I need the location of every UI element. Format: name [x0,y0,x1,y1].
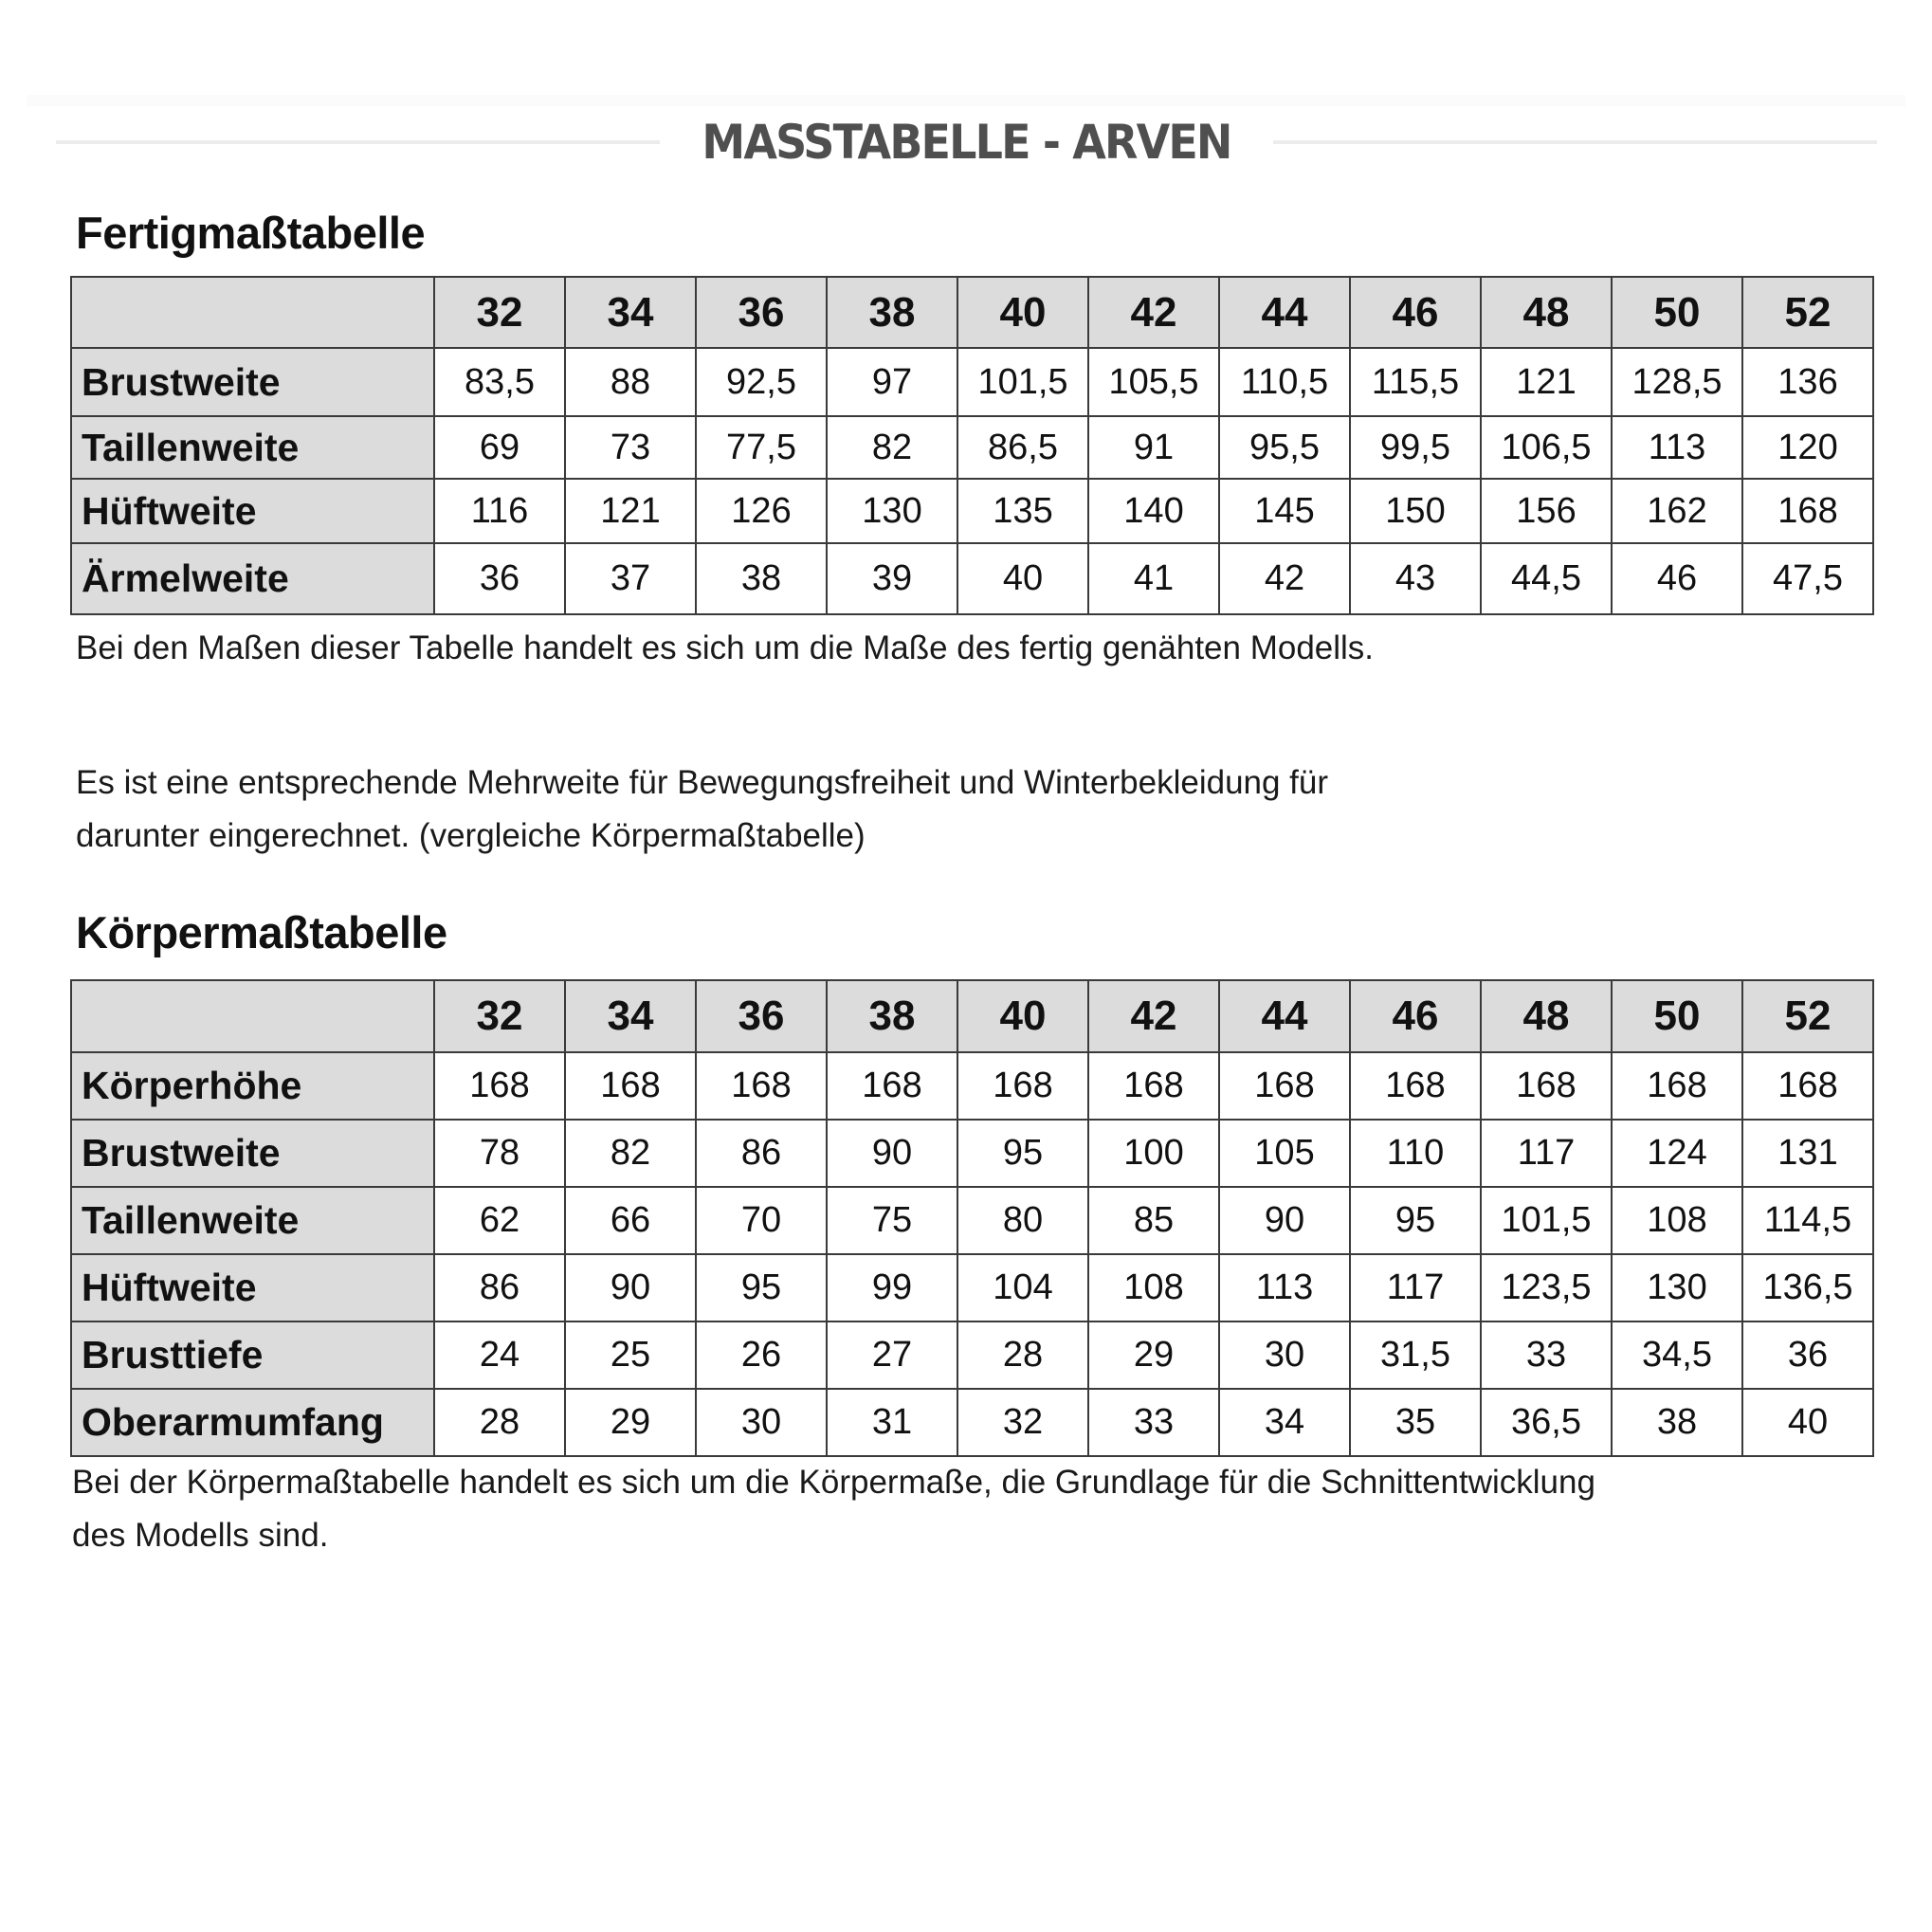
title-rule-left [56,140,660,144]
value-cell: 113 [1612,416,1742,479]
value-cell: 31 [827,1389,957,1456]
value-cell: 117 [1481,1120,1612,1187]
size-header-cell: 34 [565,277,696,348]
top-bar [27,95,1905,106]
value-cell: 168 [1742,479,1873,543]
value-cell: 88 [565,348,696,416]
value-cell: 168 [1481,1052,1612,1120]
value-cell: 33 [1481,1321,1612,1389]
value-cell: 92,5 [696,348,827,416]
value-cell: 136 [1742,348,1873,416]
value-cell: 162 [1612,479,1742,543]
value-cell: 108 [1612,1187,1742,1254]
value-cell: 73 [565,416,696,479]
finished-measurements-table [70,276,1874,615]
value-cell: 44,5 [1481,543,1612,614]
value-cell: 130 [827,479,957,543]
value-cell: 27 [827,1321,957,1389]
value-cell: 126 [696,479,827,543]
size-header-cell: 40 [957,277,1088,348]
value-cell: 135 [957,479,1088,543]
value-cell: 95 [957,1120,1088,1187]
value-cell: 28 [957,1321,1088,1389]
value-cell: 168 [957,1052,1088,1120]
value-cell: 26 [696,1321,827,1389]
value-cell: 114,5 [1742,1187,1873,1254]
value-cell: 83,5 [434,348,565,416]
value-cell: 168 [827,1052,957,1120]
value-cell: 95 [1350,1187,1481,1254]
value-cell: 115,5 [1350,348,1481,416]
value-cell: 75 [827,1187,957,1254]
table-row [71,1321,1873,1389]
value-cell: 168 [1742,1052,1873,1120]
row-label: Taillenweite [71,416,434,479]
row-label: Brusttiefe [71,1321,434,1389]
value-cell: 116 [434,479,565,543]
value-cell: 150 [1350,479,1481,543]
value-cell: 95,5 [1219,416,1350,479]
value-cell: 110 [1350,1120,1481,1187]
row-label: Hüftweite [71,1254,434,1321]
size-header-row [71,980,1873,1052]
size-header-cell: 36 [696,277,827,348]
corner-cell [71,980,434,1052]
value-cell: 145 [1219,479,1350,543]
value-cell: 168 [1219,1052,1350,1120]
finished-table-note: Bei den Maßen dieser Tabelle handelt es sich um die Maße des fertig genähten Modells. [76,629,1375,666]
value-cell: 40 [957,543,1088,614]
ease-note-line-1: Es ist eine entsprechende Mehrweite für Bewegungsfreiheit und Winterbekleidung für [76,764,1329,801]
value-cell: 86,5 [957,416,1088,479]
value-cell: 80 [957,1187,1088,1254]
value-cell: 120 [1742,416,1873,479]
value-cell: 168 [565,1052,696,1120]
value-cell: 24 [434,1321,565,1389]
value-cell: 117 [1350,1254,1481,1321]
value-cell: 77,5 [696,416,827,479]
value-cell: 82 [565,1120,696,1187]
size-header-cell: 42 [1088,277,1219,348]
value-cell: 90 [565,1254,696,1321]
size-header-cell: 32 [434,980,565,1052]
value-cell: 28 [434,1389,565,1456]
row-label: Brustweite [71,348,434,416]
table-row [71,479,1873,543]
body-table-note-line-2: des Modells sind. [72,1517,329,1554]
value-cell: 99,5 [1350,416,1481,479]
body-table-title: Körpermaßtabelle [76,907,447,957]
value-cell: 43 [1350,543,1481,614]
value-cell: 36 [1742,1321,1873,1389]
value-cell: 82 [827,416,957,479]
value-cell: 90 [827,1120,957,1187]
value-cell: 121 [1481,348,1612,416]
value-cell: 101,5 [957,348,1088,416]
value-cell: 140 [1088,479,1219,543]
value-cell: 36,5 [1481,1389,1612,1456]
finished-table-title: Fertigmaßtabelle [76,208,426,258]
value-cell: 40 [1742,1389,1873,1456]
value-cell: 123,5 [1481,1254,1612,1321]
value-cell: 128,5 [1612,348,1742,416]
value-cell: 29 [565,1389,696,1456]
value-cell: 168 [1088,1052,1219,1120]
value-cell: 168 [1612,1052,1742,1120]
value-cell: 62 [434,1187,565,1254]
value-cell: 69 [434,416,565,479]
value-cell: 29 [1088,1321,1219,1389]
value-cell: 33 [1088,1389,1219,1456]
row-label: Brustweite [71,1120,434,1187]
value-cell: 95 [696,1254,827,1321]
value-cell: 100 [1088,1120,1219,1187]
value-cell: 35 [1350,1389,1481,1456]
ease-note-line-2: darunter eingerechnet. (vergleiche Körpermaßtabelle) [76,817,866,854]
value-cell: 47,5 [1742,543,1873,614]
value-cell: 78 [434,1120,565,1187]
size-header-cell: 38 [827,277,957,348]
value-cell: 101,5 [1481,1187,1612,1254]
body-table-note-line-1: Bei der Körpermaßtabelle handelt es sich um die Körpermaße, die Grundlage für die Schnittentwicklung [72,1464,1595,1501]
table-row [71,1187,1873,1254]
table-row [71,543,1873,614]
value-cell: 30 [1219,1321,1350,1389]
size-header-cell: 40 [957,980,1088,1052]
value-cell: 105 [1219,1120,1350,1187]
value-cell: 168 [696,1052,827,1120]
value-cell: 34,5 [1612,1321,1742,1389]
size-header-cell: 52 [1742,980,1873,1052]
value-cell: 91 [1088,416,1219,479]
value-cell: 131 [1742,1120,1873,1187]
row-label: Ärmelweite [71,543,434,614]
value-cell: 97 [827,348,957,416]
value-cell: 25 [565,1321,696,1389]
size-header-cell: 50 [1612,980,1742,1052]
value-cell: 41 [1088,543,1219,614]
value-cell: 37 [565,543,696,614]
value-cell: 38 [696,543,827,614]
corner-cell [71,277,434,348]
value-cell: 168 [434,1052,565,1120]
value-cell: 130 [1612,1254,1742,1321]
value-cell: 105,5 [1088,348,1219,416]
value-cell: 32 [957,1389,1088,1456]
size-header-cell: 44 [1219,277,1350,348]
size-header-cell: 36 [696,980,827,1052]
value-cell: 38 [1612,1389,1742,1456]
value-cell: 66 [565,1187,696,1254]
size-header-cell: 44 [1219,980,1350,1052]
value-cell: 99 [827,1254,957,1321]
value-cell: 46 [1612,543,1742,614]
size-header-cell: 38 [827,980,957,1052]
value-cell: 156 [1481,479,1612,543]
value-cell: 34 [1219,1389,1350,1456]
size-header-cell: 48 [1481,277,1612,348]
value-cell: 42 [1219,543,1350,614]
value-cell: 39 [827,543,957,614]
row-label: Körperhöhe [71,1052,434,1120]
size-header-cell: 50 [1612,277,1742,348]
size-header-cell: 52 [1742,277,1873,348]
table-row [71,1389,1873,1456]
size-header-cell: 32 [434,277,565,348]
size-header-cell: 34 [565,980,696,1052]
row-label: Oberarmumfang [71,1389,434,1456]
row-label: Taillenweite [71,1187,434,1254]
size-header-cell: 46 [1350,980,1481,1052]
value-cell: 168 [1350,1052,1481,1120]
value-cell: 136,5 [1742,1254,1873,1321]
value-cell: 108 [1088,1254,1219,1321]
size-header-cell: 42 [1088,980,1219,1052]
value-cell: 106,5 [1481,416,1612,479]
table-row [71,1254,1873,1321]
title-rule-right [1273,140,1877,144]
page-title: MASSTABELLE - ARVEN [702,115,1231,170]
size-header-cell: 48 [1481,980,1612,1052]
value-cell: 124 [1612,1120,1742,1187]
value-cell: 31,5 [1350,1321,1481,1389]
value-cell: 70 [696,1187,827,1254]
value-cell: 36 [434,543,565,614]
value-cell: 30 [696,1389,827,1456]
size-header-row [71,277,1873,348]
table-row [71,1120,1873,1187]
value-cell: 110,5 [1219,348,1350,416]
value-cell: 86 [696,1120,827,1187]
table-row [71,416,1873,479]
size-header-cell: 46 [1350,277,1481,348]
table-row [71,348,1873,416]
value-cell: 86 [434,1254,565,1321]
value-cell: 85 [1088,1187,1219,1254]
table-row [71,1052,1873,1120]
value-cell: 104 [957,1254,1088,1321]
row-label: Hüftweite [71,479,434,543]
value-cell: 121 [565,479,696,543]
body-measurements-table [70,979,1874,1457]
value-cell: 90 [1219,1187,1350,1254]
value-cell: 113 [1219,1254,1350,1321]
